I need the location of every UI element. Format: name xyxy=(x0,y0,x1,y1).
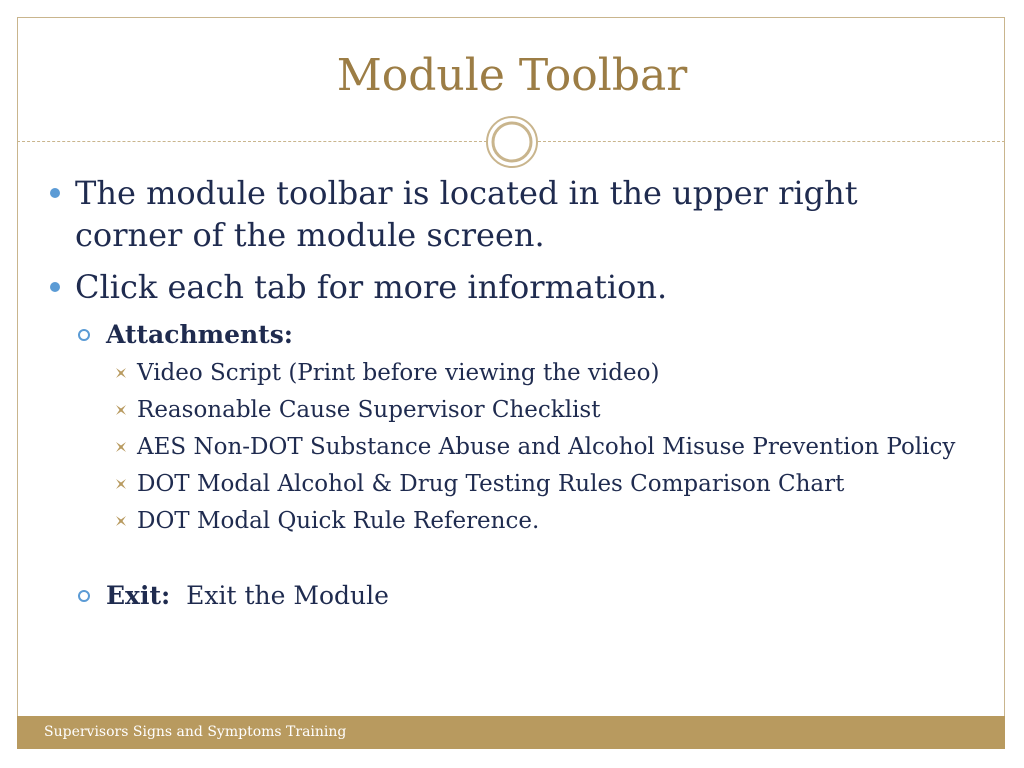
bullet-text: Click each tab for more information. xyxy=(75,268,668,306)
attachment-item xyxy=(40,506,960,537)
attachment-item xyxy=(40,469,960,500)
attachment-text: DOT Modal Quick Rule Reference. xyxy=(137,508,540,534)
exit-label: Exit: xyxy=(106,581,171,610)
exit-item xyxy=(40,579,960,613)
attachment-text: Video Script (Print before viewing the video) xyxy=(137,360,660,386)
divider-line-left xyxy=(17,141,487,142)
bullet-star-icon xyxy=(116,479,126,489)
slide-title: Module Toolbar xyxy=(336,50,688,101)
bullet-circle-icon xyxy=(78,329,90,341)
slide-content xyxy=(40,172,960,619)
attachment-text: DOT Modal Alcohol & Drug Testing Rules Comparison Chart xyxy=(137,471,845,497)
bullet-dot-icon xyxy=(50,188,60,198)
bullet-star-icon xyxy=(116,405,126,415)
bullet-text: The module toolbar is located in the upper right corner of the module screen. xyxy=(75,174,858,254)
bullet-star-icon xyxy=(116,368,126,378)
attachment-item xyxy=(40,395,960,426)
bullet-item xyxy=(40,266,960,308)
attachments-heading xyxy=(40,318,960,352)
bullet-dot-icon xyxy=(50,282,60,292)
bullet-item xyxy=(40,172,960,256)
spacer xyxy=(40,543,960,579)
footer-text: Supervisors Signs and Symptoms Training xyxy=(44,724,347,740)
attachment-text: AES Non-DOT Substance Abuse and Alcohol Misuse Prevention Policy xyxy=(137,434,956,460)
bullet-circle-icon xyxy=(78,590,90,602)
attachment-item xyxy=(40,358,960,389)
bullet-star-icon xyxy=(116,442,126,452)
circle-ornament-icon xyxy=(484,114,540,170)
divider-line-right xyxy=(538,141,1005,142)
attachment-item xyxy=(40,432,960,463)
attachment-text: Reasonable Cause Supervisor Checklist xyxy=(137,397,601,423)
attachments-label: Attachments: xyxy=(106,320,294,349)
bullet-star-icon xyxy=(116,516,126,526)
exit-text: Exit the Module xyxy=(186,581,389,610)
